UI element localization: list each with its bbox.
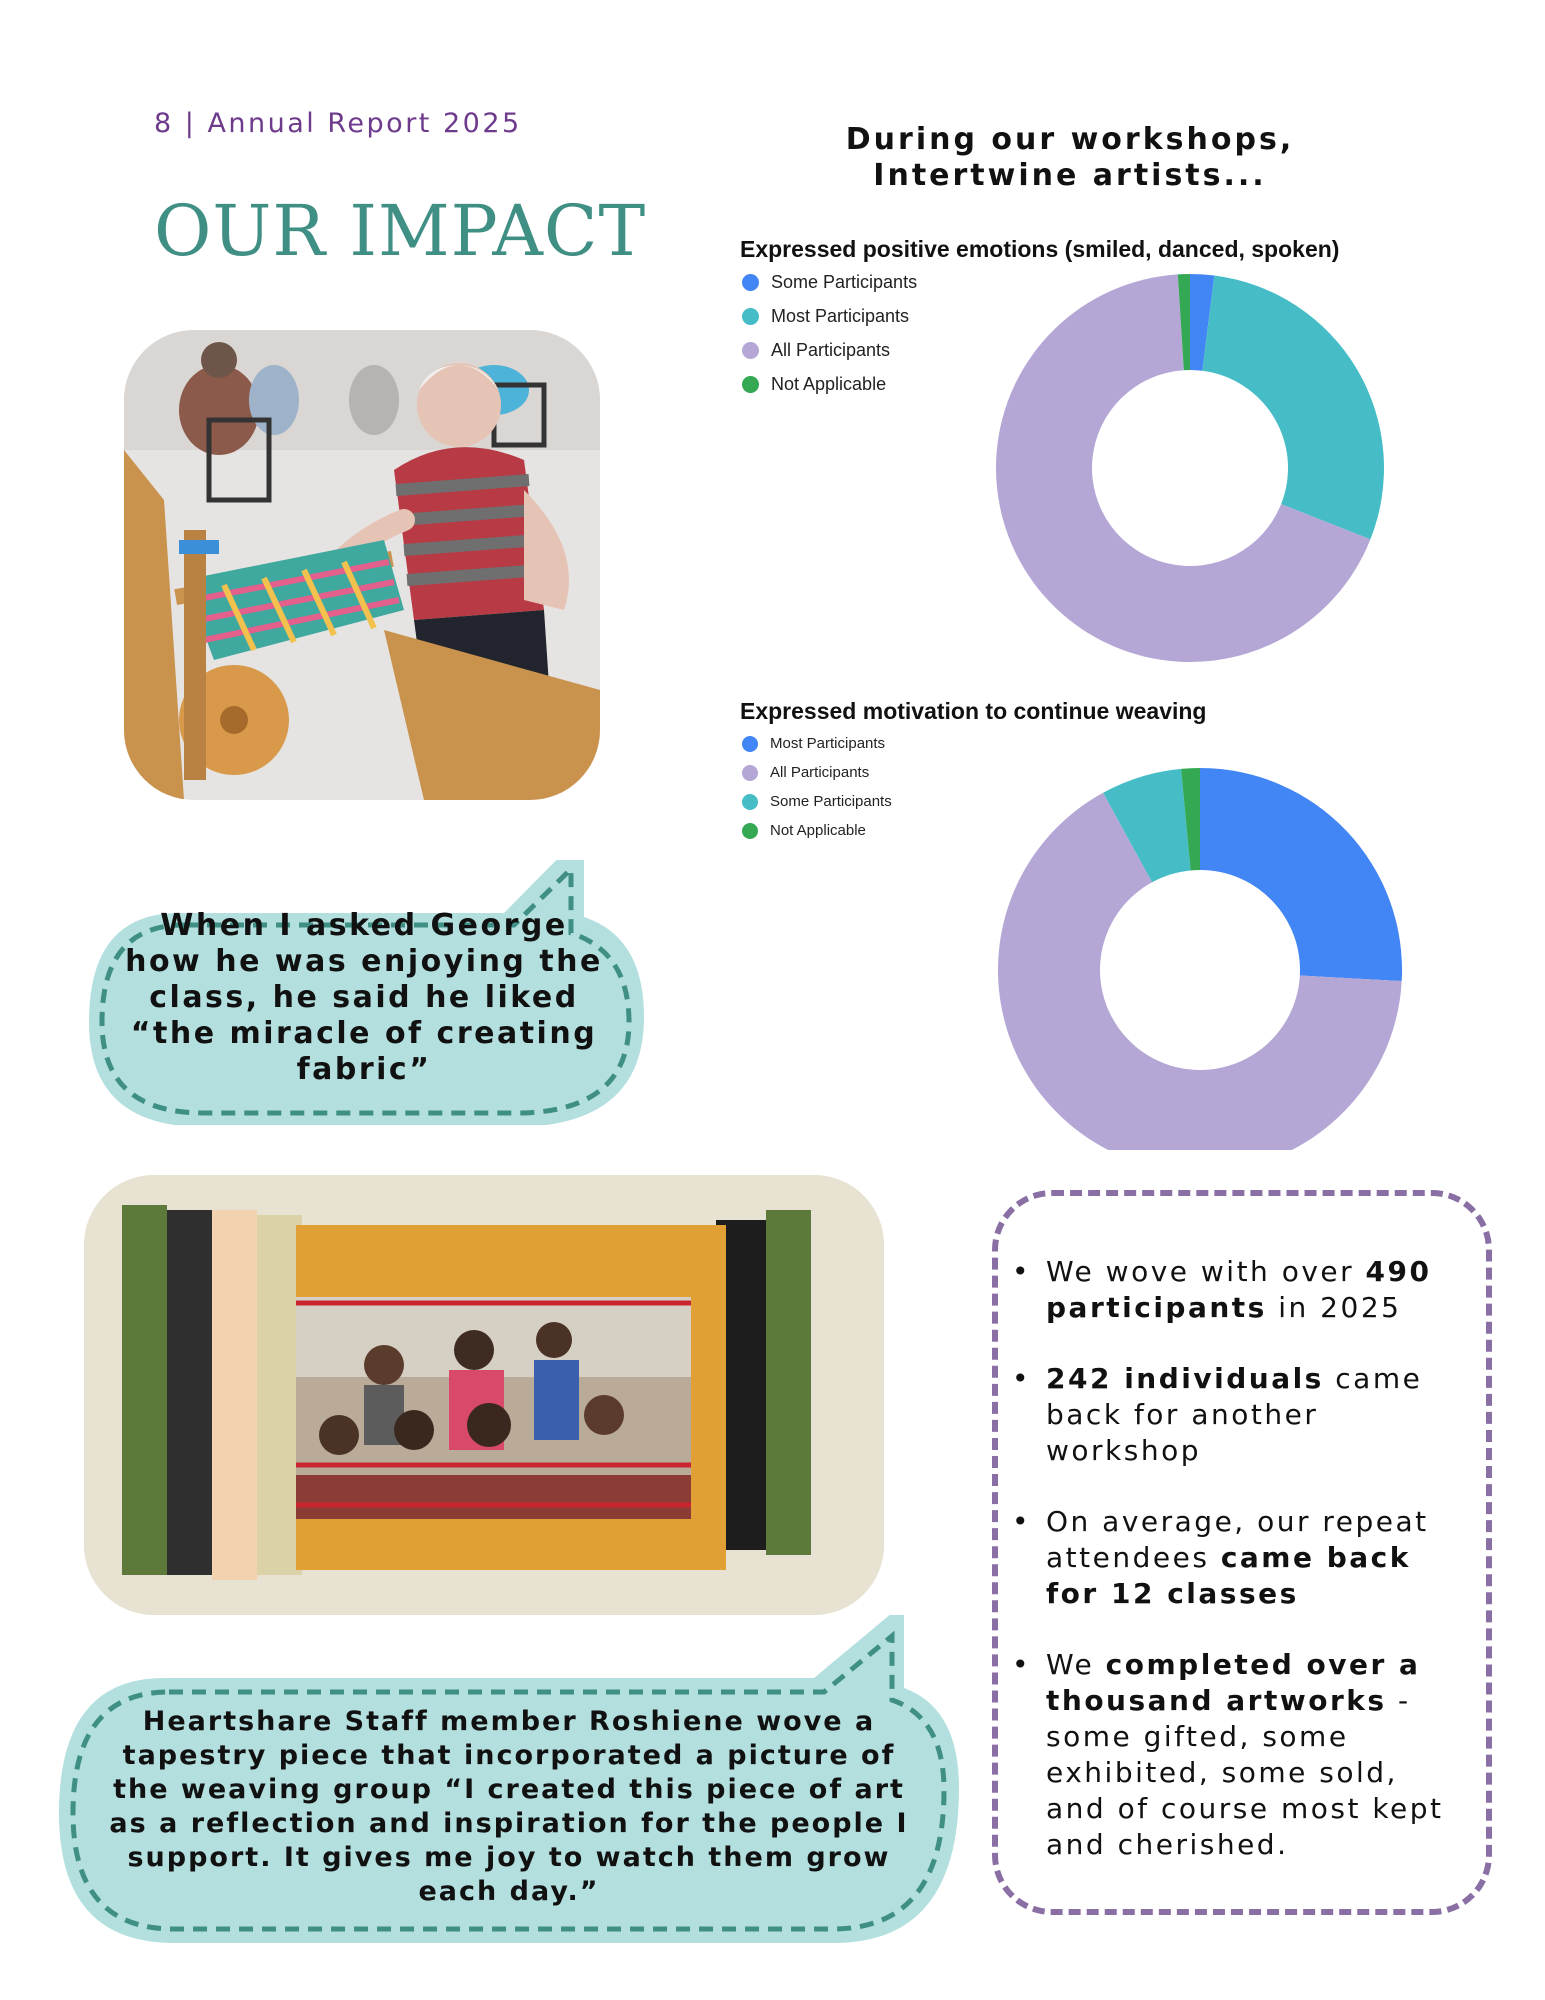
chart-1-legend-item: [742, 374, 886, 395]
legend-label: Not Applicable: [771, 374, 887, 394]
page-title: OUR IMPACT: [154, 190, 647, 272]
legend-label: All Participants: [771, 340, 891, 360]
chart-1-legend-item: [742, 340, 890, 361]
chart-1-legend-item: [742, 306, 909, 327]
legend-swatch: [742, 736, 758, 752]
legend-swatch: [742, 823, 758, 839]
chart-2-legend-item: [742, 764, 869, 781]
legend-label: Some Participants: [771, 272, 918, 292]
stat-text: On average, our repeat attendees: [1046, 1505, 1429, 1574]
legend-swatch: [742, 794, 758, 810]
chart-1-donut: [990, 268, 1410, 688]
legend-swatch: [742, 376, 759, 393]
chart-2-legend-item: [742, 822, 866, 839]
legend-label: Most Participants: [770, 735, 886, 752]
chart-1-title: Expressed positive emotions (smiled, danced, spoken): [740, 236, 1340, 262]
stat-text: - some gifted, some exhibited, some sold, and of course most kept and cherished.: [1046, 1684, 1444, 1861]
stat-text: in 2025: [1266, 1291, 1402, 1324]
chart-2-legend-item: [742, 735, 885, 752]
legend-label: All Participants: [770, 764, 870, 781]
stat-text: came back for another workshop: [1046, 1362, 1423, 1467]
chart-1-slice-most-participants: [1202, 276, 1384, 540]
stat-text: We wove with over: [1046, 1255, 1366, 1288]
tapestry-photo: [84, 1175, 884, 1615]
george-quote-text: When I asked George how he was enjoying the class, he said he liked “the miracle of creating fabric”: [125, 908, 603, 1087]
george-quote-bubble: [84, 860, 644, 1125]
legend-label: Not Applicable: [770, 822, 866, 839]
stat-item: [1046, 1647, 1466, 1863]
legend-label: Most Participants: [771, 306, 910, 326]
page-header: 8 | Annual Report 2025: [154, 108, 522, 139]
chart-2-donut: [988, 730, 1408, 1150]
chart-2-title: Expressed motivation to continue weaving: [740, 698, 1207, 724]
stat-highlight: 242 individuals: [1046, 1362, 1324, 1395]
stat-item: [1046, 1361, 1466, 1469]
staff-quote-text: Heartshare Staff member Roshiene wove a tapestry piece that incorporated a picture of the weaving group “I created this piece of art as a reflection and inspiration for the people I support. It gives me joy to watch them grow each day.”: [109, 1706, 909, 1907]
legend-swatch: [742, 765, 758, 781]
legend-label: Some Participants: [770, 793, 892, 810]
stats-box: [992, 1190, 1492, 1915]
stat-highlight: came back for 12 classes: [1046, 1541, 1411, 1610]
charts-heading: During our workshops, Intertwine artists...: [845, 122, 1295, 193]
chart-2-slice-most-participants: [1200, 768, 1402, 981]
weaver-photo: [124, 330, 600, 800]
weaver-photo-illustration: [124, 330, 600, 800]
legend-swatch: [742, 308, 759, 325]
tapestry-illustration: [84, 1175, 884, 1615]
stat-item: [1046, 1254, 1466, 1326]
stat-text: We: [1046, 1648, 1106, 1681]
stat-highlight: completed over a thousand artworks: [1046, 1648, 1421, 1717]
legend-swatch: [742, 342, 759, 359]
staff-quote-bubble: [54, 1615, 964, 1945]
chart-2-legend-item: [742, 793, 892, 810]
legend-swatch: [742, 274, 759, 291]
chart-1-legend-item: [742, 272, 917, 293]
stats-list: [998, 1196, 1486, 1863]
stat-highlight: 490 participants: [1046, 1255, 1432, 1324]
stat-item: [1046, 1504, 1466, 1612]
